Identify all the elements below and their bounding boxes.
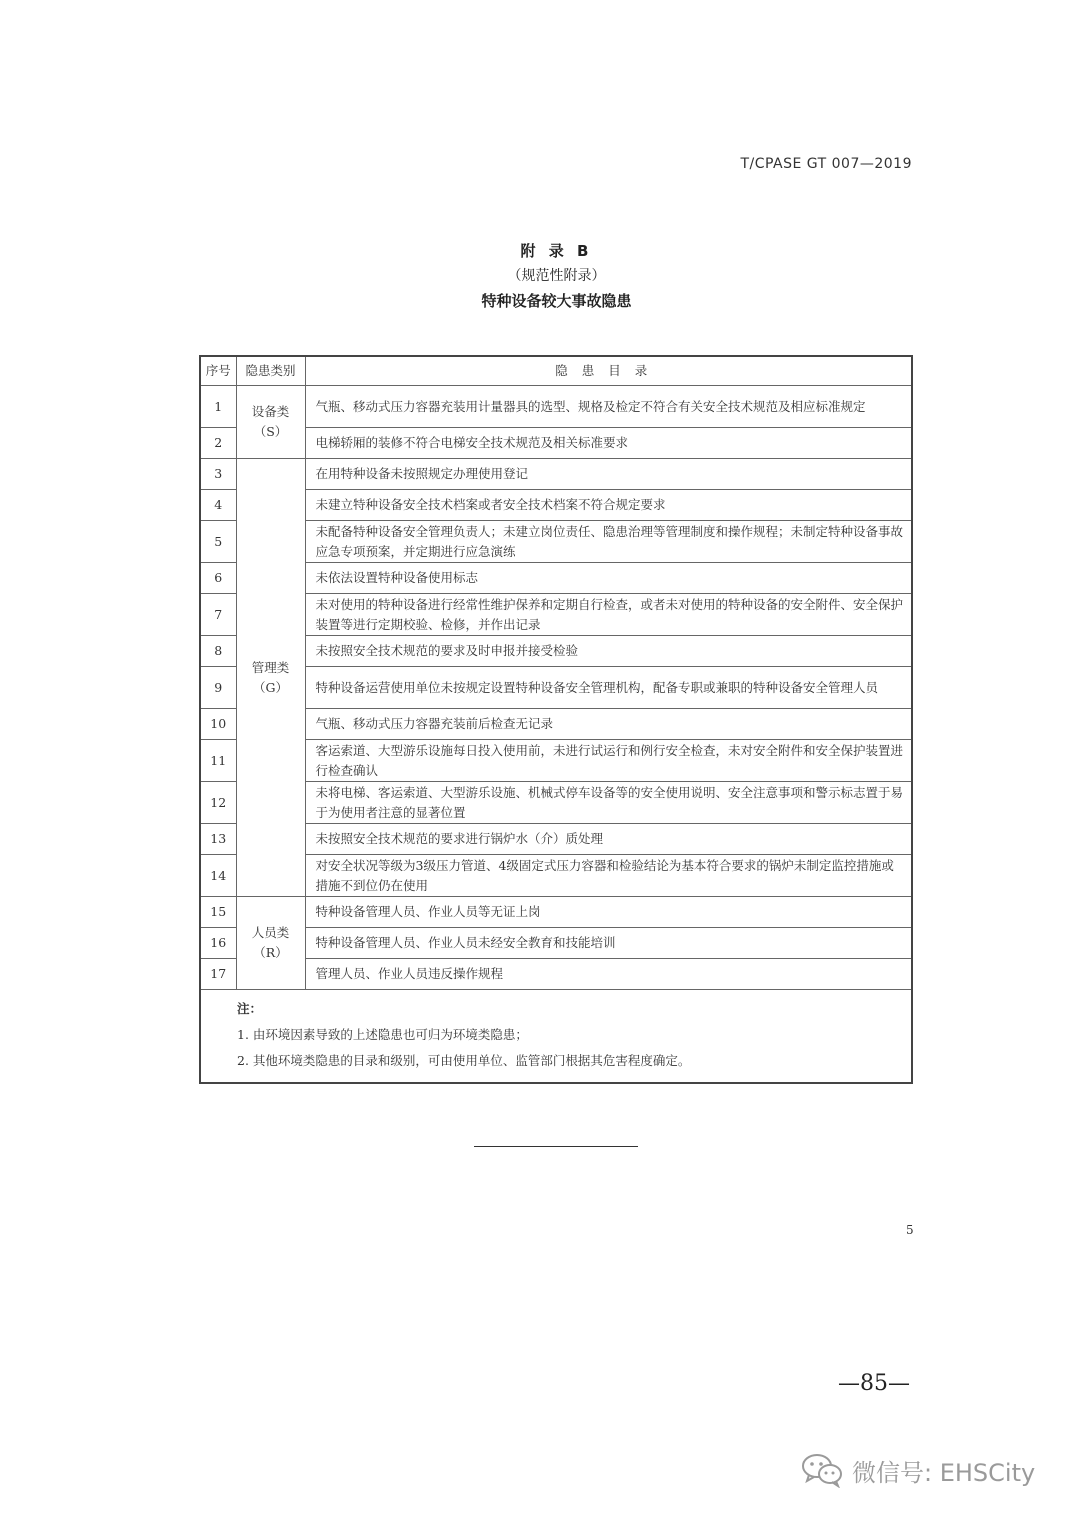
category-name: 人员类 <box>251 925 290 940</box>
row-number: 7 <box>200 594 236 636</box>
hazard-description: 对安全状况等级为3级压力管道、4级固定式压力容器和检验结论为基本符合要求的锅炉未制定监控措施或措施不到位仍在使用 <box>305 855 912 897</box>
hazard-description: 管理人员、作业人员违反操作规程 <box>305 959 912 990</box>
appendix-title: 特种设备较大事故隐患 <box>481 292 632 310</box>
table-row <box>200 459 912 490</box>
book-page-number: —85— <box>838 1371 910 1396</box>
table-row <box>200 636 912 667</box>
table-row <box>200 709 912 740</box>
row-number: 3 <box>200 459 236 490</box>
row-number: 5 <box>200 521 236 563</box>
hazard-description: 未将电梯、客运索道、大型游乐设施、机械式停车设备等的安全使用说明、安全注意事项和警示标志置于易于为使用者注意的显著位置 <box>305 782 912 824</box>
table-row <box>200 667 912 709</box>
table-row <box>200 928 912 959</box>
watermark-text: 微信号: EHSCity <box>852 1458 1036 1487</box>
normative-label: （规范性附录） <box>507 268 606 284</box>
category-name: 设备类 <box>251 404 290 419</box>
row-number: 8 <box>200 636 236 667</box>
row-number: 13 <box>200 824 236 855</box>
hazard-description: 未对使用的特种设备进行经常性维护保养和定期自行检查，或者未对使用的特种设备的安全附件、安全保护装置等进行定期校验、检修，并作出记录 <box>305 594 912 636</box>
hazard-description: 未建立特种设备安全技术档案或者安全技术档案不符合规定要求 <box>305 490 912 521</box>
notes-row <box>200 990 912 1084</box>
row-number: 14 <box>200 855 236 897</box>
table-row <box>200 428 912 459</box>
category-code: （G） <box>253 679 288 695</box>
watermark <box>800 1452 1035 1488</box>
hazard-description: 未依法设置特种设备使用标志 <box>305 563 912 594</box>
hazard-description: 电梯轿厢的装修不符合电梯安全技术规范及相关标准要求 <box>305 428 912 459</box>
header-desc: 隐患目录 <box>305 356 912 386</box>
category-code: （S） <box>253 424 288 439</box>
table-row <box>200 824 912 855</box>
table-row <box>200 782 912 824</box>
hazard-table <box>199 355 913 1084</box>
end-rule <box>474 1146 638 1147</box>
hazard-description: 气瓶、移动式压力容器充装前后检查无记录 <box>305 709 912 740</box>
page-number: 5 <box>906 1223 914 1237</box>
row-number: 15 <box>200 897 236 928</box>
table-row <box>200 386 912 428</box>
row-number: 10 <box>200 709 236 740</box>
hazard-description: 气瓶、移动式压力容器充装用计量器具的选型、规格及检定不符合有关安全技术规范及相应标准规定 <box>305 386 912 428</box>
row-number: 2 <box>200 428 236 459</box>
table-row <box>200 563 912 594</box>
notes-title: 注： <box>237 1001 263 1016</box>
table-row <box>200 490 912 521</box>
category-cell <box>236 386 305 459</box>
wechat-icon <box>800 1452 844 1488</box>
row-number: 6 <box>200 563 236 594</box>
hazard-description: 未按照安全技术规范的要求及时申报并接受检验 <box>305 636 912 667</box>
table-header-row <box>200 356 912 386</box>
table-row <box>200 740 912 782</box>
note-item: 1. 由环境因素导致的上述隐患也可归为环境类隐患； <box>237 1027 528 1042</box>
table-row <box>200 959 912 990</box>
hazard-description: 未按照安全技术规范的要求进行锅炉水（介）质处理 <box>305 824 912 855</box>
category-name: 管理类 <box>251 659 290 675</box>
table-row <box>200 897 912 928</box>
note-item: 2. 其他环境类隐患的目录和级别，可由使用单位、监管部门根据其危害程度确定。 <box>237 1053 691 1068</box>
row-number: 11 <box>200 740 236 782</box>
category-cell <box>236 459 305 897</box>
header-type: 隐患类别 <box>236 356 305 386</box>
table-row <box>200 594 912 636</box>
row-number: 17 <box>200 959 236 990</box>
table-row <box>200 521 912 563</box>
standard-code: T/CPASE GT 007—2019 <box>740 156 912 172</box>
category-cell <box>236 897 305 990</box>
hazard-description: 特种设备管理人员、作业人员未经安全教育和技能培训 <box>305 928 912 959</box>
row-number: 12 <box>200 782 236 824</box>
row-number: 1 <box>200 386 236 428</box>
hazard-description: 在用特种设备未按照规定办理使用登记 <box>305 459 912 490</box>
table-row <box>200 855 912 897</box>
hazard-description: 未配备特种设备安全管理负责人；未建立岗位责任、隐患治理等管理制度和操作规程；未制定特种设备事故应急专项预案，并定期进行应急演练 <box>305 521 912 563</box>
notes-cell <box>200 990 912 1084</box>
row-number: 4 <box>200 490 236 521</box>
hazard-description: 特种设备管理人员、作业人员等无证上岗 <box>305 897 912 928</box>
hazard-description: 特种设备运营使用单位未按规定设置特种设备安全管理机构，配备专职或兼职的特种设备安全管理人员 <box>305 667 912 709</box>
header-no: 序号 <box>200 356 236 386</box>
row-number: 9 <box>200 667 236 709</box>
row-number: 16 <box>200 928 236 959</box>
appendix-label: 附 录 B <box>520 242 593 260</box>
hazard-description: 客运索道、大型游乐设施每日投入使用前，未进行试运行和例行安全检查，未对安全附件和安全保护装置进行检查确认 <box>305 740 912 782</box>
category-code: （R） <box>253 945 288 960</box>
